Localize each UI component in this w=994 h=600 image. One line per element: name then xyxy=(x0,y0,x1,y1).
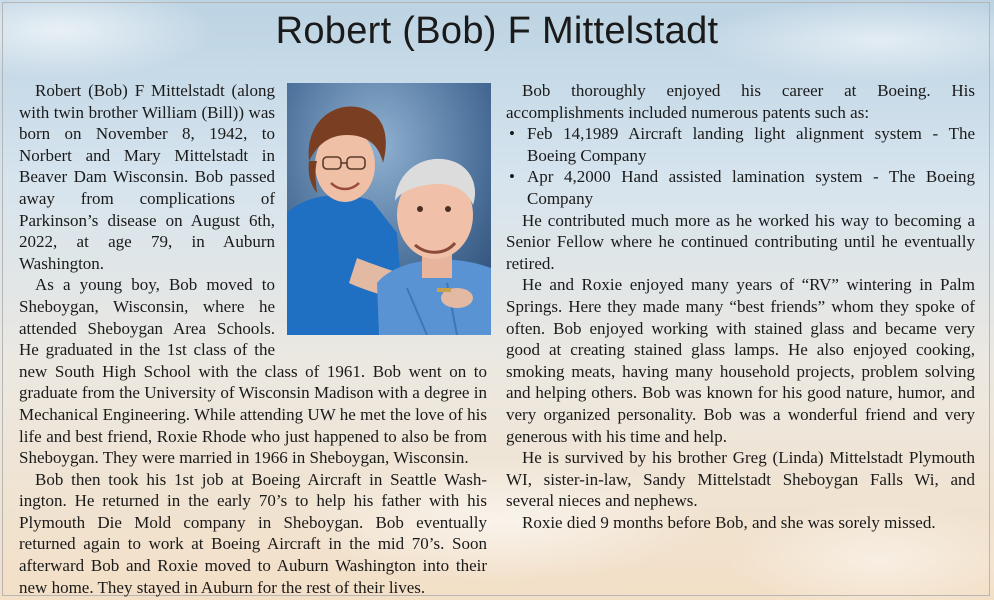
obituary-title: Robert (Bob) F Mittelstadt xyxy=(275,10,719,52)
couple-photo-illustration xyxy=(287,83,491,335)
obituary-paragraph-2: As a young boy, Bob moved to Sheboygan, Wisconsin, where he attended Sheboygan Area Schools. He graduated in the 1st class of the new South High School with the class of 1961. Bob went on to graduate from the University of Wisconsin Madison with a degree in Mechanical Engineering. While attending UW he met the love of his life and best friend, Roxie Rhode who just happened to also be from Sheboygan. They were married in 1966 in Sheboygan, Wisconsin. xyxy=(19,275,487,468)
left-column xyxy=(19,80,487,598)
couple-photo xyxy=(287,83,491,335)
career-intro: Bob thoroughly enjoyed his career at Boeing. His accomplishments included numerous patents such as: xyxy=(506,81,975,122)
obituary-paragraph-1: Robert (Bob) F Mittelstadt (along with twin brother William (Bill)) was born on November 8, 1942, to Norbert and Mary Mittelstadt in Beaver Dam Wisconsin. Bob passed away from complications of Parkinson’s disease on August 6th, 2022, at age 79, in Auburn Washington. xyxy=(19,81,275,273)
obituary-paragraph-3: Bob then took his 1st job at Boeing Aircraft in Seattle Washington. He returned in the early 70’s to help his father with his Plymouth Die Mold company in Sheboygan. Bob eventually returned again to work at Boeing Aircraft in the mid 70’s. Soon afterward Bob and Roxie moved to Auburn Washington into their new home. They stayed in Auburn for the rest of their lives. xyxy=(19,469,487,597)
obituary-paragraph-6: He is survived by his brother Greg (Linda) Mittelstadt Plymouth WI, sister-in-law, Sandy Mittelstadt Sheboygan Falls Wi, and several nieces and nephews. xyxy=(506,448,975,511)
obituary-paragraph-5: He and Roxie enjoyed many years of “RV” wintering in Palm Springs. Here they made many “best friends” whom they spoke of often. Bob enjoyed working with stained glass and became very good at creating stained glass lamps. He also enjoyed cooking, smoking meats, having many household projects, problem solving and helping others. Bob was known for his good nature, humor, and very organized personality. Bob was a wonderful friend and very generous with his time and help. xyxy=(506,275,975,446)
obituary-paragraph-7: Roxie died 9 months before Bob, and she was sorely missed. xyxy=(522,512,936,532)
patent-item: • Feb 14,1989 Aircraft landing light alignment system - The Boeing Company xyxy=(506,123,975,166)
right-column xyxy=(506,80,975,533)
obituary-paragraph-4: He contributed much more as he worked his way to becoming a Senior Fellow where he continued contributing until he eventually retired. xyxy=(506,210,975,273)
patent-list xyxy=(506,123,975,209)
patent-item: • Apr 4,2000 Hand assisted lamination system - The Boeing Company xyxy=(506,166,975,209)
